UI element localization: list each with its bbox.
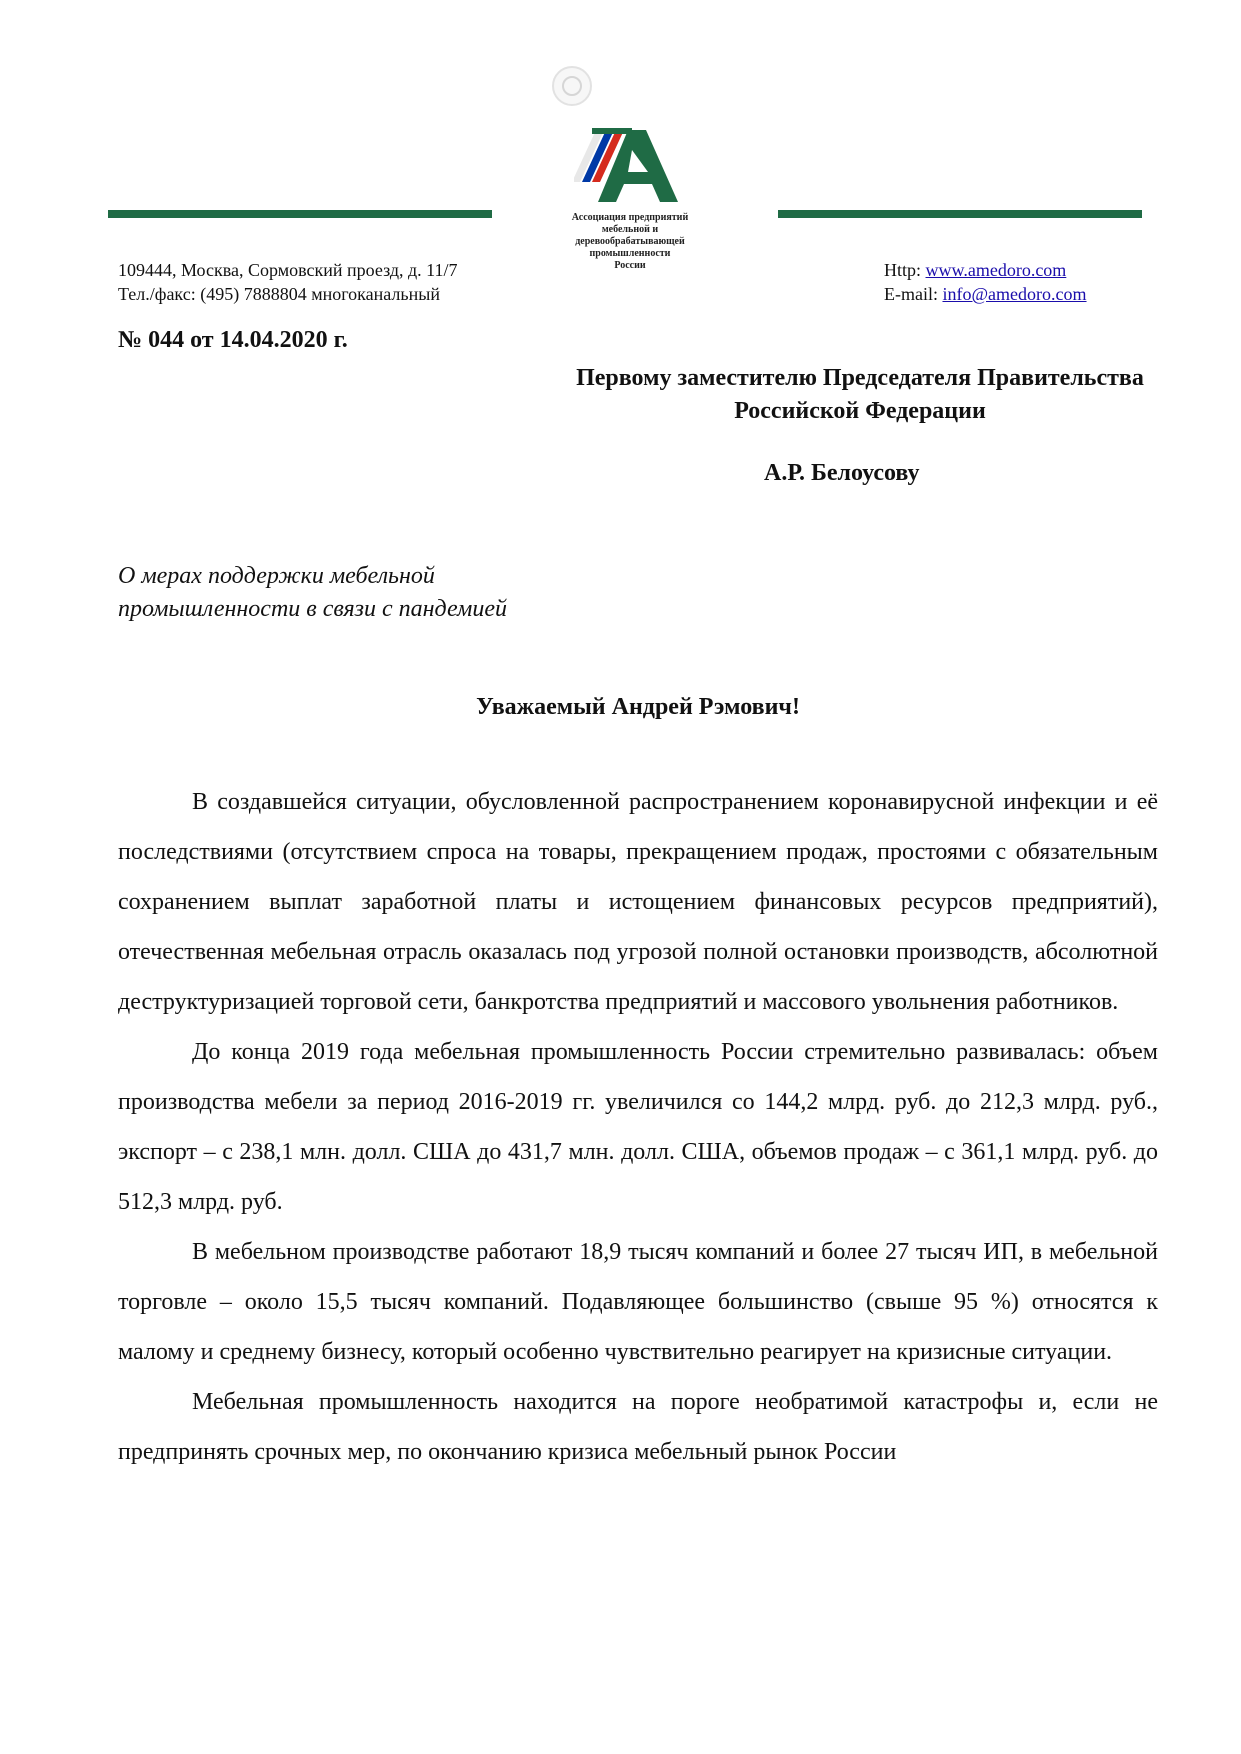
email-link[interactable]: info@amedoro.com	[942, 284, 1087, 304]
header-rule-left	[108, 210, 492, 218]
sender-phone: Тел./факс: (495) 7888804 многоканальный	[118, 284, 440, 304]
sender-address-block	[118, 258, 458, 306]
body-paragraph: В мебельном производстве работают 18,9 тысяч компаний и более 27 тысяч ИП, в мебельной торговле – около 15,5 тысяч компаний. Подавляющее большинство (свыше 95 %) относятся к малому и среднему бизнесу, который особенно чувствительно реагирует на кризисные ситуации.	[118, 1239, 1158, 1365]
letter-subject: О мерах поддержки мебельной промышленности в связи с пандемией	[118, 563, 507, 622]
letter-body	[118, 777, 1158, 1477]
recipient-name: А.Р. Белоусову	[764, 460, 920, 486]
header-rule-right	[778, 210, 1142, 218]
document-number: № 044 от 14.04.2020 г.	[118, 327, 348, 353]
sender-contacts-block	[884, 258, 1087, 306]
email-line	[884, 282, 1087, 306]
salutation: Уважаемый Андрей Рэмович!	[476, 694, 800, 720]
body-paragraph: В создавшейся ситуации, обусловленной распространением коронавирусной инфекции и её последствиями (отсутствием спроса на товары, прекращением продаж, простоями с обязательным сохранением выплат заработной платы и истощением финансовых ресурсов предприятий), отечественная мебельная отрасль оказалась под угрозой полной остановки производств, абсолютной деструктуризацией торговой сети, банкротства предприятий и массового увольнения работников.	[118, 789, 1158, 1015]
website-label: Http:	[884, 260, 922, 280]
sender-address: 109444, Москва, Сормовский проезд, д. 11/7	[118, 260, 458, 280]
website-line	[884, 258, 1087, 282]
seal-mark	[552, 66, 592, 106]
organization-name: Ассоциация предприятий мебельной и деревообрабатывающей промышленности России	[571, 212, 689, 271]
body-paragraph: Мебельная промышленность находится на пороге необратимой катастрофы и, если не предпринять срочных мер, по окончанию кризиса мебельный рынок России	[118, 1389, 1158, 1465]
association-logo	[574, 128, 682, 204]
body-paragraph: До конца 2019 года мебельная промышленность России стремительно развивалась: объем производства мебели за период 2016-2019 гг. увеличился со 144,2 млрд. руб. до 212,3 млрд. руб., экспорт – с 238,1 млн. долл. США до 431,7 млн. долл. США, объемов продаж – с 361,1 млрд. руб. до 512,3 млрд. руб.	[118, 1039, 1158, 1215]
email-label: E-mail:	[884, 284, 938, 304]
website-link[interactable]: www.amedoro.com	[925, 260, 1067, 280]
recipient-title: Первому заместителю Председателя Правительства Российской Федерации	[576, 365, 1144, 424]
